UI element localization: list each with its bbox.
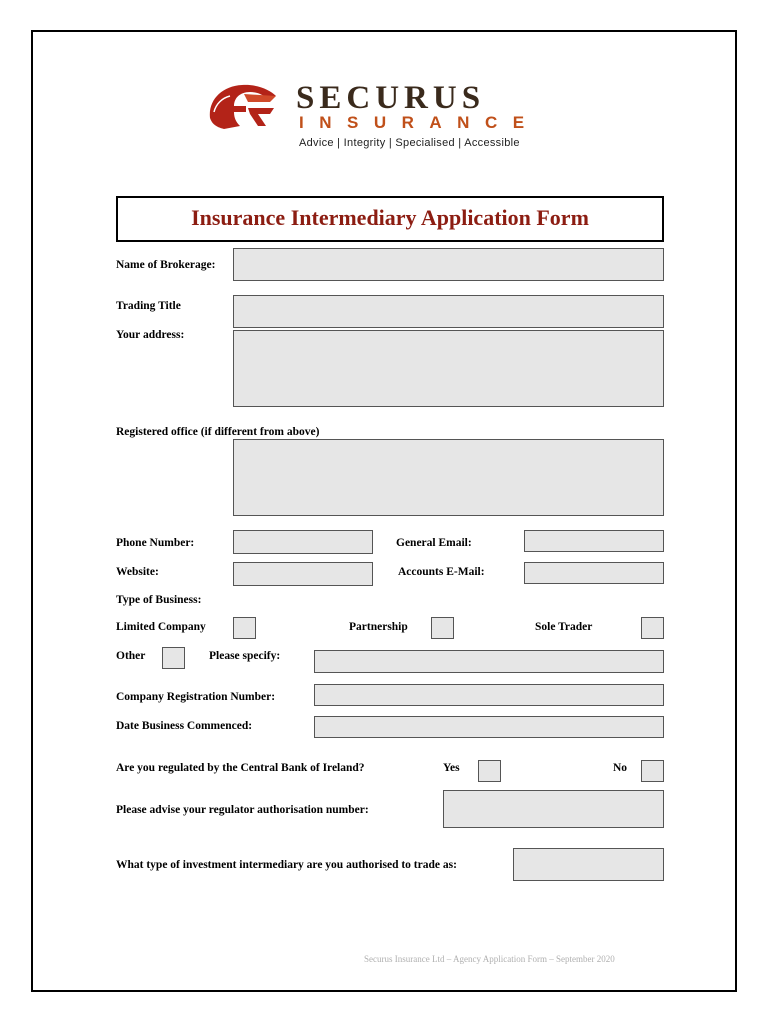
regulated-question: Are you regulated by the Central Bank of Ireland? xyxy=(116,762,365,774)
brokerage-label: Name of Brokerage: xyxy=(116,259,216,271)
partnership-checkbox[interactable] xyxy=(431,617,454,639)
trading-title-label: Trading Title xyxy=(116,300,181,312)
no-checkbox[interactable] xyxy=(641,760,664,782)
logo-subtitle: INSURANCE xyxy=(299,113,540,132)
website-input[interactable] xyxy=(233,562,373,586)
investment-type-input[interactable] xyxy=(513,848,664,881)
company-reg-label: Company Registration Number: xyxy=(116,691,276,703)
helmet-logo-icon xyxy=(204,82,282,132)
please-specify-label: Please specify: xyxy=(209,650,281,662)
trading-title-input[interactable] xyxy=(233,295,664,328)
limited-company-checkbox[interactable] xyxy=(233,617,256,639)
yes-checkbox[interactable] xyxy=(478,760,501,782)
website-label: Website: xyxy=(116,566,159,578)
company-reg-input[interactable] xyxy=(314,684,664,706)
registered-office-input[interactable] xyxy=(233,439,664,516)
form-title-box xyxy=(116,196,664,242)
address-input[interactable] xyxy=(233,330,664,407)
regulator-number-input[interactable] xyxy=(443,790,664,828)
business-type-label: Type of Business: xyxy=(116,594,202,606)
sole-trader-label: Sole Trader xyxy=(535,621,593,633)
general-email-input[interactable] xyxy=(524,530,664,552)
date-commenced-input[interactable] xyxy=(314,716,664,738)
logo-brand: SECURUS xyxy=(296,80,486,116)
form-title: Insurance Intermediary Application Form xyxy=(191,205,589,230)
investment-type-label: What type of investment intermediary are you authorised to trade as: xyxy=(116,859,457,871)
date-commenced-label: Date Business Commenced: xyxy=(116,720,253,732)
address-label: Your address: xyxy=(116,329,185,341)
other-checkbox[interactable] xyxy=(162,647,185,669)
sole-trader-checkbox[interactable] xyxy=(641,617,664,639)
accounts-email-input[interactable] xyxy=(524,562,664,584)
yes-label: Yes xyxy=(443,762,460,774)
other-label: Other xyxy=(116,650,146,662)
phone-input[interactable] xyxy=(233,530,373,554)
regulator-number-label: Please advise your regulator authorisation number: xyxy=(116,804,369,816)
registered-office-label: Registered office (if different from above) xyxy=(116,426,320,438)
footer-text: Securus Insurance Ltd – Agency Application Form – September 2020 xyxy=(364,954,615,964)
no-label: No xyxy=(613,762,628,774)
please-specify-input[interactable] xyxy=(314,650,664,673)
logo-tagline: Advice | Integrity | Specialised | Accessible xyxy=(299,137,520,149)
phone-label: Phone Number: xyxy=(116,537,195,549)
limited-company-label: Limited Company xyxy=(116,621,206,633)
general-email-label: General Email: xyxy=(396,537,472,549)
brokerage-input[interactable] xyxy=(233,248,664,281)
partnership-label: Partnership xyxy=(349,621,408,633)
accounts-email-label: Accounts E-Mail: xyxy=(398,566,485,578)
